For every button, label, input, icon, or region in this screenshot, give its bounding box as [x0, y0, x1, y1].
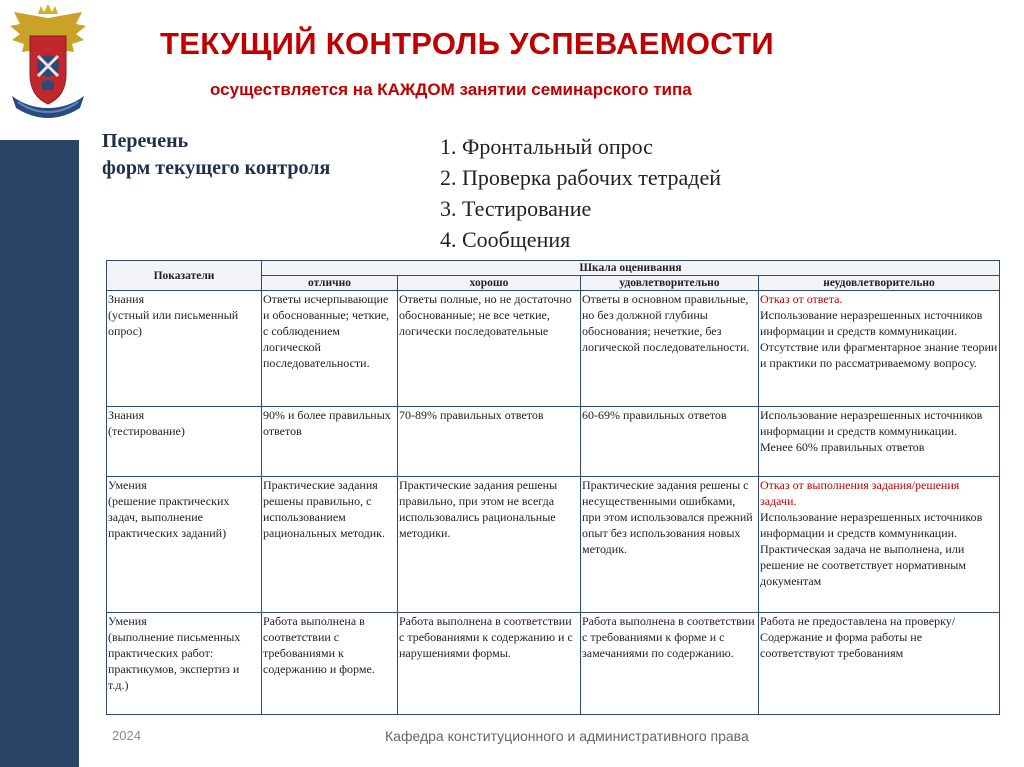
table-row	[107, 291, 1000, 407]
indicator-text: Умения	[108, 478, 147, 492]
criteria-text: Работа не предоставлена на проверку/ Содержание и форма работы не соответствуют требованиям	[760, 614, 956, 660]
table-row	[107, 407, 1000, 477]
header-indicators: Показатели	[107, 261, 262, 291]
indicator-cell	[107, 407, 262, 477]
criteria-cell	[262, 291, 398, 407]
criteria-text: Отказ от выполнения задания/решения задачи.	[760, 478, 960, 508]
criteria-cell	[759, 613, 1000, 715]
criteria-text: Работа выполнена в соответствии с требованиями к форме и с замечаниями по содержанию.	[582, 614, 755, 660]
criteria-text: Практические задания решены с несущественными ошибками, при этом использовался прежний опыт без использования новых методик.	[582, 478, 753, 556]
forms-list	[440, 131, 900, 255]
grade-header: неудовлетворительно	[759, 276, 1000, 291]
indicator-text: Знания	[108, 408, 145, 422]
criteria-text: Ответы в основном правильные, но без должной глубины обоснования; нечеткие, без логической последовательности.	[582, 292, 750, 354]
criteria-text: Ответы полные, но не достаточно обоснованные; не все четкие, логически последовательные	[399, 292, 572, 338]
indicator-text: (выполнение письменных практических работ: практикумов, экспертиз и т.д.)	[108, 630, 241, 692]
forms-list-heading-line: форм текущего контроля	[102, 157, 331, 179]
criteria-cell	[581, 477, 759, 613]
criteria-text: Отсутствие или фрагментарное знание теории и практики по рассматриваемому вопросу.	[760, 340, 998, 370]
criteria-text: Ответы исчерпывающие и обоснованные; четкие, с соблюдением логической последовательности.	[263, 292, 390, 370]
criteria-text: Использование неразрешенных источников информации и средств коммуникации.	[760, 308, 983, 338]
criteria-cell	[581, 291, 759, 407]
criteria-text: Практическая задача не выполнена, или решение не соответствует нормативным документам	[760, 542, 966, 588]
criteria-text: Работа выполнена в соответствии с требованиями к содержанию и форме.	[263, 614, 375, 676]
criteria-text: Практические задания решены правильно, при этом не всегда использовались рациональные методики.	[399, 478, 558, 540]
criteria-text: Отказ от ответа.	[760, 292, 843, 306]
grade-header: отлично	[262, 276, 398, 291]
criteria-cell	[759, 477, 1000, 613]
evaluation-table	[106, 260, 1000, 715]
indicator-text: (устный или письменный опрос)	[108, 308, 239, 338]
criteria-text: Менее 60% правильных ответов	[760, 440, 925, 454]
criteria-cell	[581, 407, 759, 477]
sidebar-band	[0, 140, 79, 767]
grade-header: хорошо	[398, 276, 581, 291]
table-row	[107, 613, 1000, 715]
forms-list-item: 4. Сообщения	[440, 227, 571, 252]
indicator-text: Умения	[108, 614, 147, 628]
criteria-cell	[398, 291, 581, 407]
indicator-text: (решение практических задач, выполнение практических заданий)	[108, 494, 230, 540]
criteria-text: Практические задания решены правильно, с использованием рациональных методик.	[263, 478, 385, 540]
page-subtitle: осуществляется на КАЖДОМ занятии семинарского типа	[210, 80, 692, 99]
forms-list-heading-line: Перечень	[102, 130, 189, 152]
grade-header: удовлетворительно	[581, 276, 759, 291]
indicator-cell	[107, 477, 262, 613]
criteria-text: 90% и более правильных ответов	[263, 408, 391, 438]
forms-list-item: 2. Проверка рабочих тетрадей	[440, 165, 722, 190]
criteria-cell	[262, 407, 398, 477]
table-row	[107, 477, 1000, 613]
criteria-text: Использование неразрешенных источников информации и средств коммуникации.	[760, 510, 983, 540]
criteria-cell	[759, 407, 1000, 477]
indicator-cell	[107, 291, 262, 407]
header-scale: Шкала оценивания	[262, 261, 1000, 276]
criteria-text: Работа выполнена в соответствии с требованиями к содержанию и с нарушениями формы.	[399, 614, 573, 660]
forms-list-item: 1. Фронтальный опрос	[440, 134, 653, 159]
criteria-cell	[759, 291, 1000, 407]
criteria-cell	[581, 613, 759, 715]
criteria-cell	[262, 613, 398, 715]
criteria-text: 60-69% правильных ответов	[582, 408, 727, 422]
criteria-cell	[262, 477, 398, 613]
forms-list-heading	[102, 128, 422, 182]
criteria-cell	[398, 613, 581, 715]
criteria-text: 70-89% правильных ответов	[399, 408, 544, 422]
indicator-text: (тестирование)	[108, 424, 185, 438]
forms-list-item: 3. Тестирование	[440, 196, 592, 221]
criteria-cell	[398, 477, 581, 613]
indicator-text: Знания	[108, 292, 145, 306]
criteria-text: Использование неразрешенных источников информации и средств коммуникации.	[760, 408, 983, 438]
page-title: ТЕКУЩИЙ КОНТРОЛЬ УСПЕВАЕМОСТИ	[160, 26, 774, 61]
footer-year: 2024	[112, 728, 141, 743]
footer-department: Кафедра конституционного и административного права	[385, 728, 749, 744]
indicator-cell	[107, 613, 262, 715]
criteria-cell	[398, 407, 581, 477]
double-headed-eagle-emblem-icon	[8, 4, 88, 122]
